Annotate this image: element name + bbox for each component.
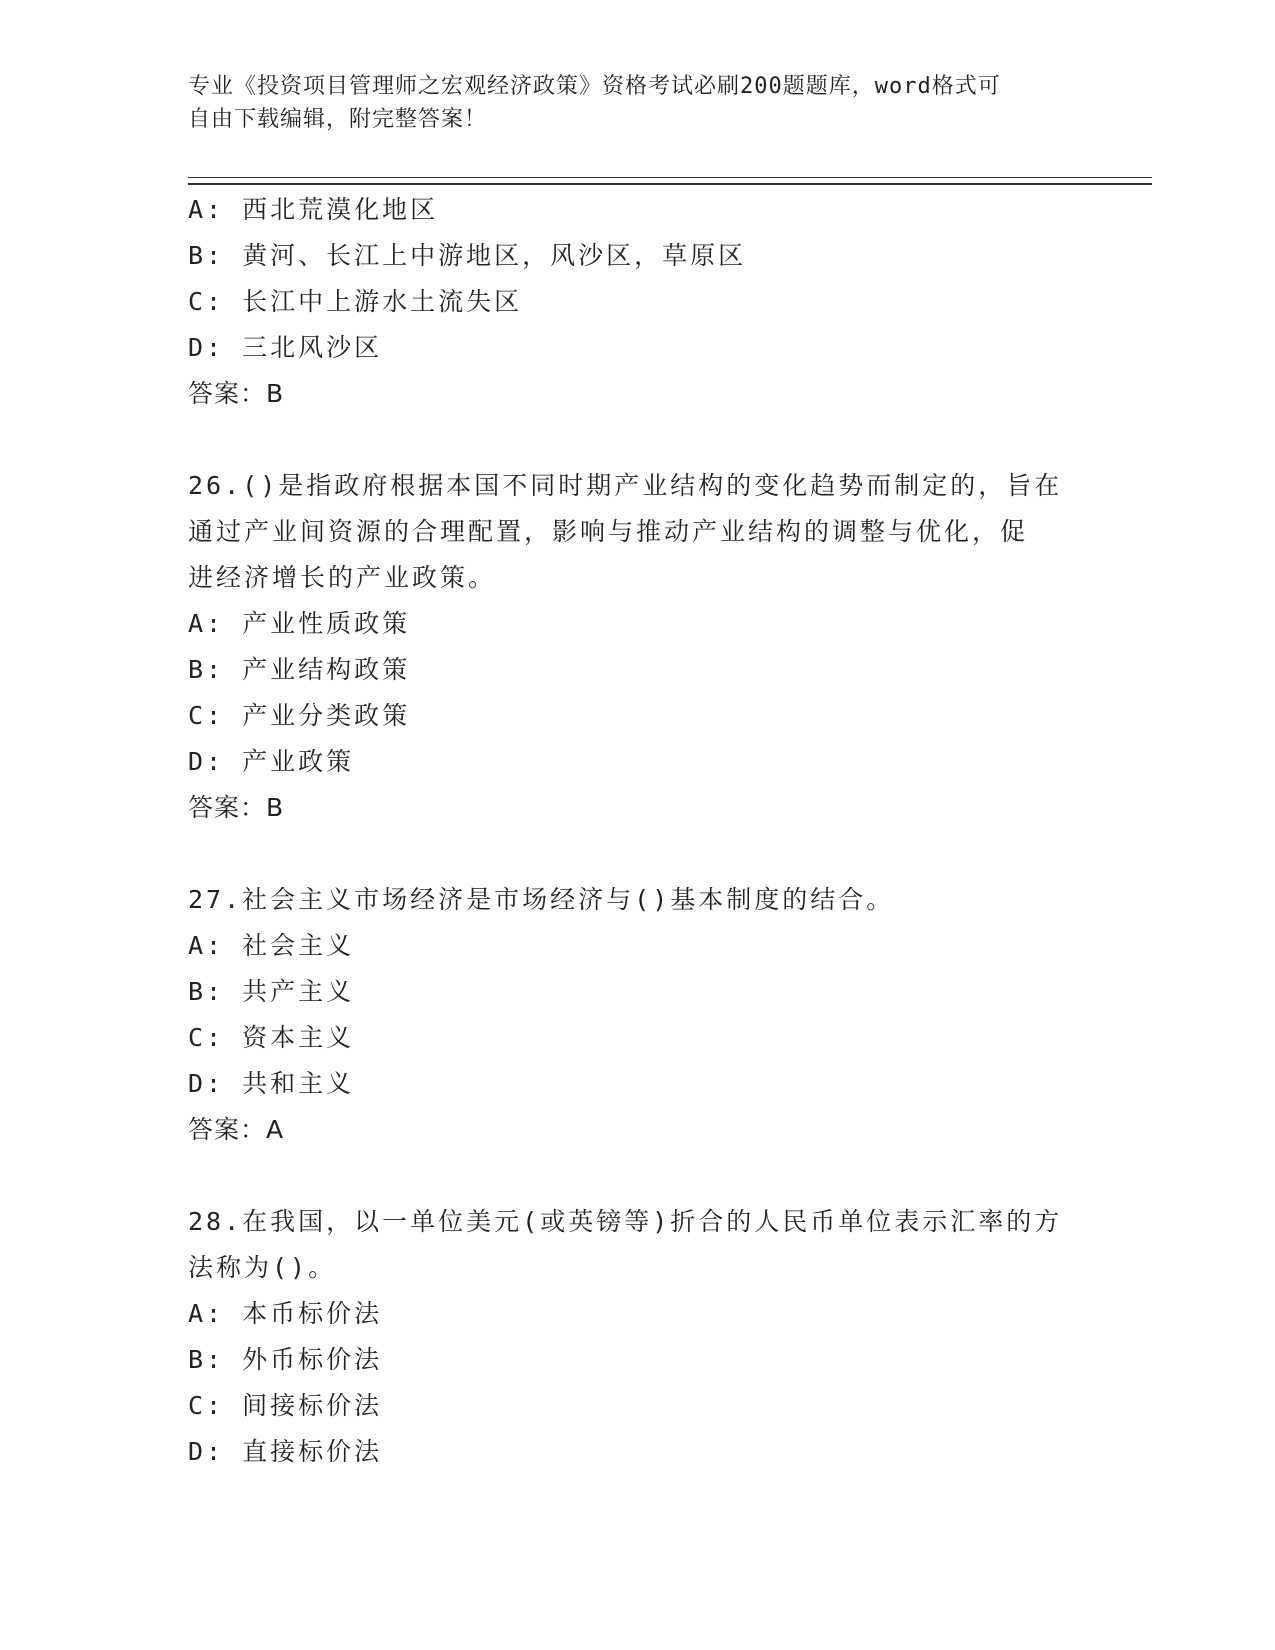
question-text-line: 法称为()。 xyxy=(188,1253,337,1282)
header-divider xyxy=(188,177,1152,185)
option-d: D: 三北风沙区 xyxy=(188,333,383,362)
option-c: C: 长江中上游水土流失区 xyxy=(188,287,523,316)
option-b: B: 产业结构政策 xyxy=(188,655,411,684)
question-text-line: 通过产业间资源的合理配置，影响与推动产业结构的调整与优化，促 xyxy=(188,517,1029,546)
question-28-block xyxy=(188,1199,1088,1475)
question-text-line: 进经济增长的产业政策。 xyxy=(188,563,497,592)
answer-line: 答案：A xyxy=(188,1115,285,1144)
option-c: C: 间接标价法 xyxy=(188,1391,383,1420)
question-text-line: 27.社会主义市场经济是市场经济与()基本制度的结合。 xyxy=(188,885,895,914)
spacer xyxy=(188,1153,1088,1199)
option-d: D: 共和主义 xyxy=(188,1069,355,1098)
option-b: B: 黄河、长江上中游地区，风沙区，草原区 xyxy=(188,241,747,270)
question-text-line: 26.()是指政府根据本国不同时期产业结构的变化趋势而制定的，旨在 xyxy=(188,471,1063,500)
question-26-block xyxy=(188,463,1088,831)
spacer xyxy=(188,831,1088,877)
option-a: A: 社会主义 xyxy=(188,931,355,960)
question-25-block xyxy=(188,187,1088,417)
option-c: C: 产业分类政策 xyxy=(188,701,411,730)
option-a: A: 西北荒漠化地区 xyxy=(188,195,439,224)
option-d: D: 直接标价法 xyxy=(188,1437,383,1466)
header-title-line-2: 自由下载编辑，附完整答案！ xyxy=(188,107,488,132)
option-c: C: 资本主义 xyxy=(188,1023,355,1052)
answer-line: 答案：B xyxy=(188,793,285,822)
option-b: B: 外币标价法 xyxy=(188,1345,383,1374)
option-d: D: 产业政策 xyxy=(188,747,355,776)
answer-line: 答案：B xyxy=(188,379,285,408)
spacer xyxy=(188,417,1088,463)
question-27-block xyxy=(188,877,1088,1153)
option-b: B: 共产主义 xyxy=(188,977,355,1006)
option-a: A: 产业性质政策 xyxy=(188,609,411,638)
page-header xyxy=(188,70,1068,136)
option-a: A: 本币标价法 xyxy=(188,1299,383,1328)
question-text-line: 28.在我国，以一单位美元(或英镑等)折合的人民币单位表示汇率的方 xyxy=(188,1207,1063,1236)
question-list xyxy=(188,187,1088,1475)
header-title-line-1: 专业《投资项目管理师之宏观经济政策》资格考试必刷200题题库，word格式可 xyxy=(188,74,1001,99)
